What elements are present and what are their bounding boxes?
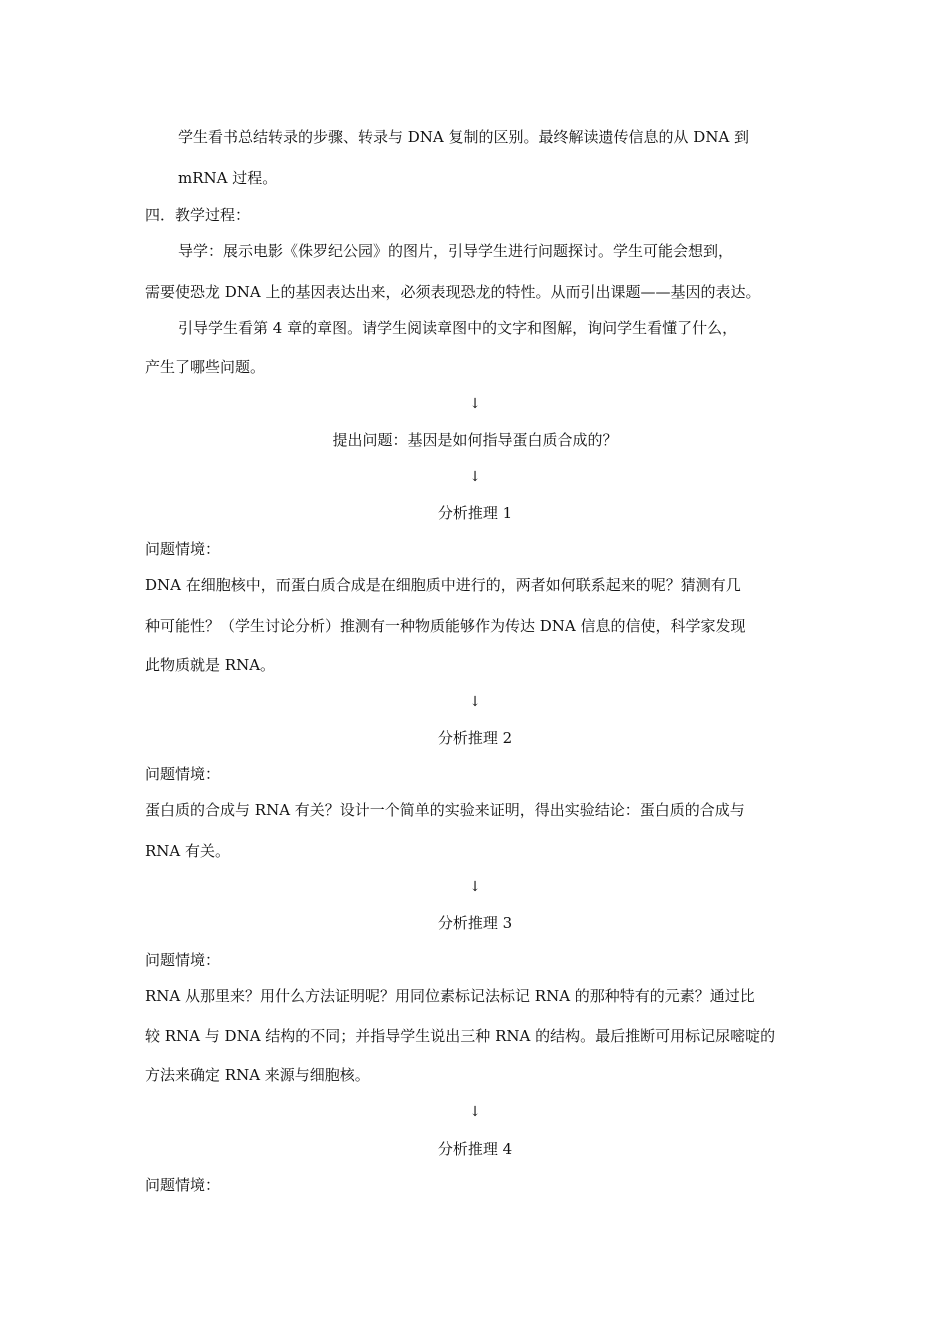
flow-arrow-icon: ↓	[469, 879, 481, 895]
paragraph-line: 导学：展示电影《侏罗纪公园》的图片，引导学生进行问题探讨。学生可能会想到，	[178, 242, 734, 260]
paragraph-line: 较 RNA 与 DNA 结构的不同；并指导学生说出三种 RNA 的结构。最后推断可用标记尿嘧啶的	[145, 1027, 776, 1045]
analysis-heading: 分析推理 2	[437, 729, 513, 747]
section-heading: 四．教学过程：	[145, 206, 251, 224]
paragraph-line: 蛋白质的合成与 RNA 有关？设计一个简单的实验来证明，得出实验结论：蛋白质的合成与	[145, 801, 745, 819]
flow-arrow-icon: ↓	[469, 694, 481, 710]
analysis-heading: 分析推理 3	[437, 914, 513, 932]
paragraph-line: 需要使恐龙 DNA 上的基因表达出来，必须表现恐龙的特性。从而引出课题——基因的表达。	[145, 283, 761, 301]
paragraph-line: 产生了哪些问题。	[145, 358, 266, 376]
paragraph-line: 此物质就是 RNA。	[145, 656, 276, 674]
flow-arrow-icon: ↓	[469, 1104, 481, 1120]
scenario-label: 问题情境：	[145, 540, 221, 558]
scenario-label: 问题情境：	[145, 765, 221, 783]
flow-arrow-icon: ↓	[469, 396, 481, 412]
analysis-heading: 分析推理 4	[437, 1140, 513, 1158]
paragraph-line: 种可能性？（学生讨论分析）推测有一种物质能够作为传达 DNA 信息的信使，科学家发现	[145, 617, 746, 635]
paragraph-line: 学生看书总结转录的步骤、转录与 DNA 复制的区别。最终解读遗传信息的从 DNA 到	[178, 128, 750, 146]
question-statement: 提出问题：基因是如何指导蛋白质合成的？	[332, 431, 618, 449]
paragraph-line: 引导学生看第 4 章的章图。请学生阅读章图中的文字和图解，询问学生看懂了什么，	[178, 319, 738, 337]
paragraph-line: RNA 有关。	[145, 842, 231, 860]
scenario-label: 问题情境：	[145, 1176, 221, 1194]
paragraph-line: 方法来确定 RNA 来源与细胞核。	[145, 1066, 370, 1084]
scenario-label: 问题情境：	[145, 951, 221, 969]
paragraph-line: RNA 从那里来？用什么方法证明呢？用同位素标记法标记 RNA 的那种特有的元素？通过比	[145, 987, 755, 1005]
paragraph-line: DNA 在细胞核中，而蛋白质合成是在细胞质中进行的，两者如何联系起来的呢？猜测有几	[145, 576, 741, 594]
flow-arrow-icon: ↓	[469, 469, 481, 485]
paragraph-line: mRNA 过程。	[178, 169, 278, 187]
analysis-heading: 分析推理 1	[437, 504, 513, 522]
